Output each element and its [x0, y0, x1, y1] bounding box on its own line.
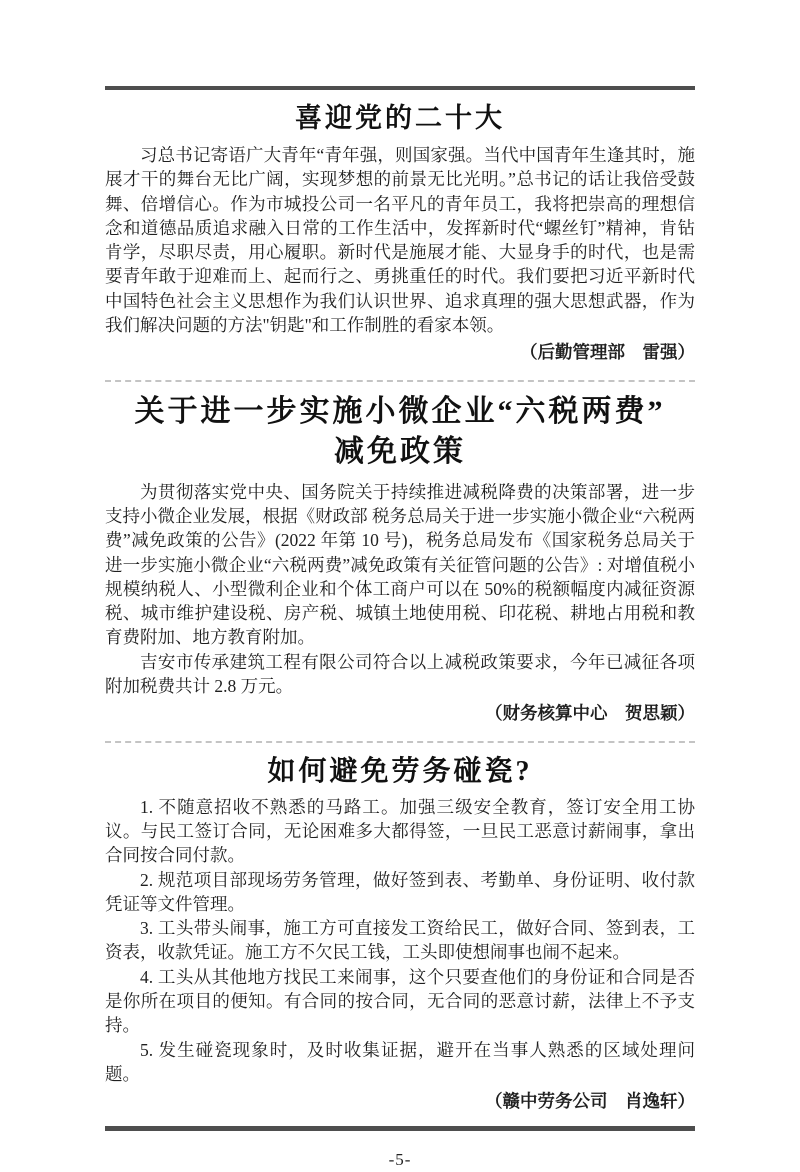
- top-border-rule: [105, 86, 695, 90]
- page-number: -5-: [388, 1149, 412, 1169]
- article-welcome-20th-congress: [105, 100, 695, 365]
- article-3-byline: （赣中劳务公司 肖逸轩）: [485, 1091, 695, 1112]
- article-3-list-item-5: 5. 发生碰瓷现象时，及时收集证据，避开在当事人熟悉的区域处理问题。: [105, 1039, 695, 1084]
- article-avoid-labor-fraud: [105, 753, 695, 1114]
- article-2-paragraph-1: 为贯彻落实党中央、国务院关于持续推进减税降费的决策部署，进一步支持小微企业发展，根据《财政部 税务总局关于进一步实施小微企业“六税两费”减免政策的公告》(2022 年第 10 号)，税务总局发布《国家税务总局关于进一步实施小微企业“六税两费”减免政策有关征管问题的公告》: 对增值税小规模纳税人、小型微利企业和个体工商户可以在 50%的税额幅度内减征资源税、城市维护建设税、房产税、城镇土地使用税、印花税、耕地占用税和教育费附加、地方教育附加。: [105, 481, 695, 648]
- article-1-byline: （后勤管理部 雷强）: [520, 342, 695, 363]
- article-divider-1: [105, 380, 695, 382]
- article-3-list-item-1: 1. 不随意招收不熟悉的马路工。加强三级安全教育，签订安全用工协议。与民工签订合同，无论困难多大都得签，一旦民工恶意讨薪闹事，拿出合同按合同付款。: [105, 796, 695, 866]
- article-2-title: [105, 392, 695, 472]
- article-2-title-line-1: 关于进一步实施小微企业“六税两费”: [134, 394, 666, 428]
- article-3-list-item-3: 3. 工头带头闹事，施工方可直接发工资给民工，做好合同、签到表，工资表，收款凭证。施工方不欠民工钱，工头即使想闹事也闹不起来。: [105, 918, 695, 963]
- article-3-list-item-4: 4. 工头从其他地方找民工来闹事，这个只要查他们的身份证和合同是否是你所在项目的便知。有合同的按合同，无合同的恶意讨薪，法律上不予支持。: [105, 966, 695, 1036]
- article-2-title-line-2: 减免政策: [334, 434, 466, 468]
- article-divider-2: [105, 741, 695, 743]
- article-3-list-item-2: 2. 规范项目部现场劳务管理，做好签到表、考勤单、身份证明、收付款凭证等文件管理。: [105, 869, 695, 914]
- article-3-title: 如何避免劳务碰瓷?: [267, 755, 533, 787]
- bottom-border-rule: [105, 1126, 695, 1131]
- article-2-byline: （财务核算中心 贺思颖）: [485, 703, 695, 724]
- article-1-paragraph: 习总书记寄语广大青年“青年强，则国家强。当代中国青年生逢其时，施展才干的舞台无比广阔，实现梦想的前景无比光明。”总书记的话让我倍受鼓舞、倍增信心。作为市城投公司一名平凡的青年员工，我将把崇高的理想信念和道德品质追求融入日常的工作生活中，发挥新时代“螺丝钉”精神，肯钻肯学，尽职尽责，用心履职。新时代是施展才能、大显身手的时代，也是需要青年敢于迎难而上、起而行之、勇挑重任的时代。我们要把习近平新时代中国特色社会主义思想作为我们认识世界、追求真理的强大思想武器，作为我们解决问题的方法"钥匙"和工作制胜的看家本领。: [105, 145, 695, 336]
- article-1-title: 喜迎党的二十大: [295, 103, 505, 133]
- article-2-paragraph-2: 吉安市传承建筑工程有限公司符合以上减税政策要求，今年已减征各项附加税费共计 2.8 万元。: [105, 651, 695, 697]
- article-tax-relief-policy: [105, 392, 695, 726]
